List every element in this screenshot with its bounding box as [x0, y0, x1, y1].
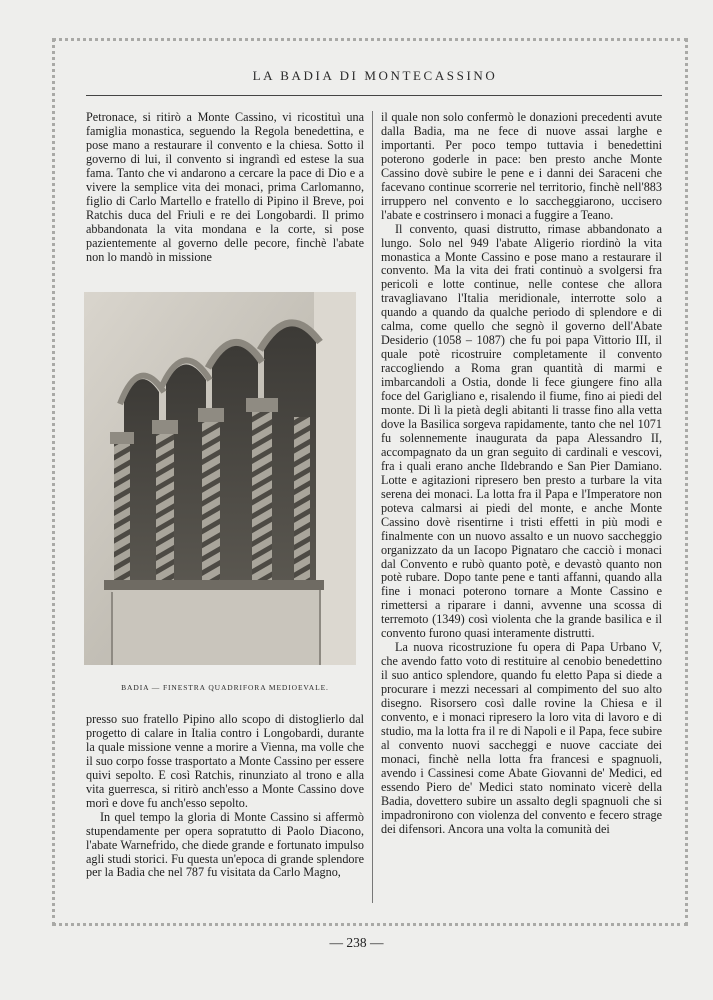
- paragraph: La nuova ricostruzione fu opera di Papa Urbano V, che avendo fatto voto di restituire al cenobio benedettino il suo antico splendore, quando fu eletto Papa si diede a procurare i mezzi necessari al compimento del suo alto disegno. Risorsero così dalle rovine la Chiesa e il convento, e i monaci ripresero la loro vita di lavoro e di studio, ma la lotta fra il re di Napoli e il Papa, fece subire al convento nuovi saccheggi e nuove cacciate dei monaci, finchè nella lotta fra francesi e spagnuoli, avendo i Cassinesi come Abate Giovanni de' Medici, ed essendo Piero de' Medici stato nominato vicerè della Badia, dovettero subire un assalto degli spagnuoli che si impadronirono con violenza del convento e fecero strage dei difensori. Ancora una volta la comunità dei: [381, 640, 662, 836]
- header-rule: [86, 95, 662, 96]
- running-head: LA BADIA DI MONTECASSINO: [252, 68, 498, 83]
- left-column-bottom: [86, 713, 364, 880]
- photo-quadrifora-window: [84, 292, 356, 665]
- paragraph: il quale non solo confermò le donazioni precedenti avute dalla Badia, ma ne fece di nuove assai larghe e importanti. Per poco tempo tuttavia i benedettini poterono goderle in pace: ben presto anche Monte Cassino dovè subire le pene e i danni dei Saraceni che facevano continue scorrerie nel territorio, finchè nell'883 irruppero nel convento e lo saccheggiarono, uccisero l'abate e costrinsero i monaci a fuggire a Teano.: [381, 110, 662, 222]
- paragraph: presso suo fratello Pipino allo scopo di distoglierlo dal progetto di calare in Italia contro i Longobardi, durante la quale missione venne a morire a Vienna, ma volle che il suo corpo fosse trasportato a Monte Cassino per essere quivi sepolto. E così Ratchis, rinunziato al trono e alla vita guerresca, si ritirò anch'esso a Monte Cassino dove morì e dove fu anch'esso sepolto.: [86, 712, 364, 810]
- column-divider: [372, 111, 373, 903]
- left-column-top: [86, 111, 364, 264]
- paragraph: Petronace, si ritirò a Monte Cassino, vi ricostituì una famiglia monastica, seguendo la Regola benedettina, e pose mano a restaurare il convento e la chiesa. Sotto il governo di lui, il convento si ingrandì ed estese la sua fama. Tanto che vi andarono a cercare la pace di Dio e a vivere la semplice vita dei monaci, prima Carlomanno, figlio di Carlo Martello e fratello di Pipino il Breve, poi Ratchis duca del Friuli e re dei Longobardi. Il primo abbandonata la vita mondana e la corte, si pose pazientemente al governo delle pecore, finchè l'abate non lo mandò in missione: [86, 110, 364, 264]
- paragraph: Il convento, quasi distrutto, rimase abbandonato a lungo. Solo nel 949 l'abate Aligerio riordinò la vita monastica a Monte Cassino e pose mano a restaurare il convento. Ma la vita dei frati continuò a svolgersi fra pericoli e lotte continue, nelle contese che allora travagliavano l'Italia meridionale, interrotte solo a quando a quando da qualche periodo di splendore e di calma, come quello che segnò il governo dell'Abate Desiderio (1058 – 1087) che fu poi papa Vittorio III, il quale potè ricostruire completamente il convento raccogliendo a Roma gran quantità di marmi e imbarcandoli a Ostia, donde li fece giungere fino alla foce del Garigliano e, risalendo il fiume, fino ai piedi del monte. Di lì la pietà degli abitanti li trasse fino alla vetta dove la Basilica sorgeva rapidamente, tanto che nel 1071 fu solennemente inaugurata da papa Alessandro II, accompagnato da un gran seguito di cardinali e vescovi, fra i quali erano anche Ildebrando e San Pier Damiano. Lotte e agitazioni ripresero ben presto a turbare la vita serena dei monaci. La lotta fra il Papa e l'Imperatore non poteva calmarsi ai piedi del monte, e anche Monte Cassino dovè risentirne i tristi effetti in più modi e finalmente con un nuovo assalto e un nuovo saccheggio organizzato da un Iacopo Pignataro che cacciò i monaci dal Convento e rubò quanto potè, e devastò quanto non potè rubare. Dopo tante pene e tanti affanni, quando alla fine i monaci poterono tornare a Monte Cassino e rimettersi a riparare i danni, avvenne una scossa di terremoto (1349) così violenta che la grande basilica e il convento furono quasi interamente distrutti.: [381, 221, 662, 641]
- right-column: [381, 111, 662, 837]
- figure-caption: BADIA — FINESTRA QUADRIFORA MEDIOEVALE.: [121, 683, 329, 692]
- paragraph: In quel tempo la gloria di Monte Cassino si affermò stupendamente per opera sopratutto di Paolo Diacono, l'abate Warnefrido, che diede grande e fortunato impulso agli studi storici. Fu questa un'epoca di grande splendore per la Badia che nel 787 fu visitata da Carlo Magno,: [86, 809, 364, 880]
- page-number: — 238 —: [329, 935, 384, 950]
